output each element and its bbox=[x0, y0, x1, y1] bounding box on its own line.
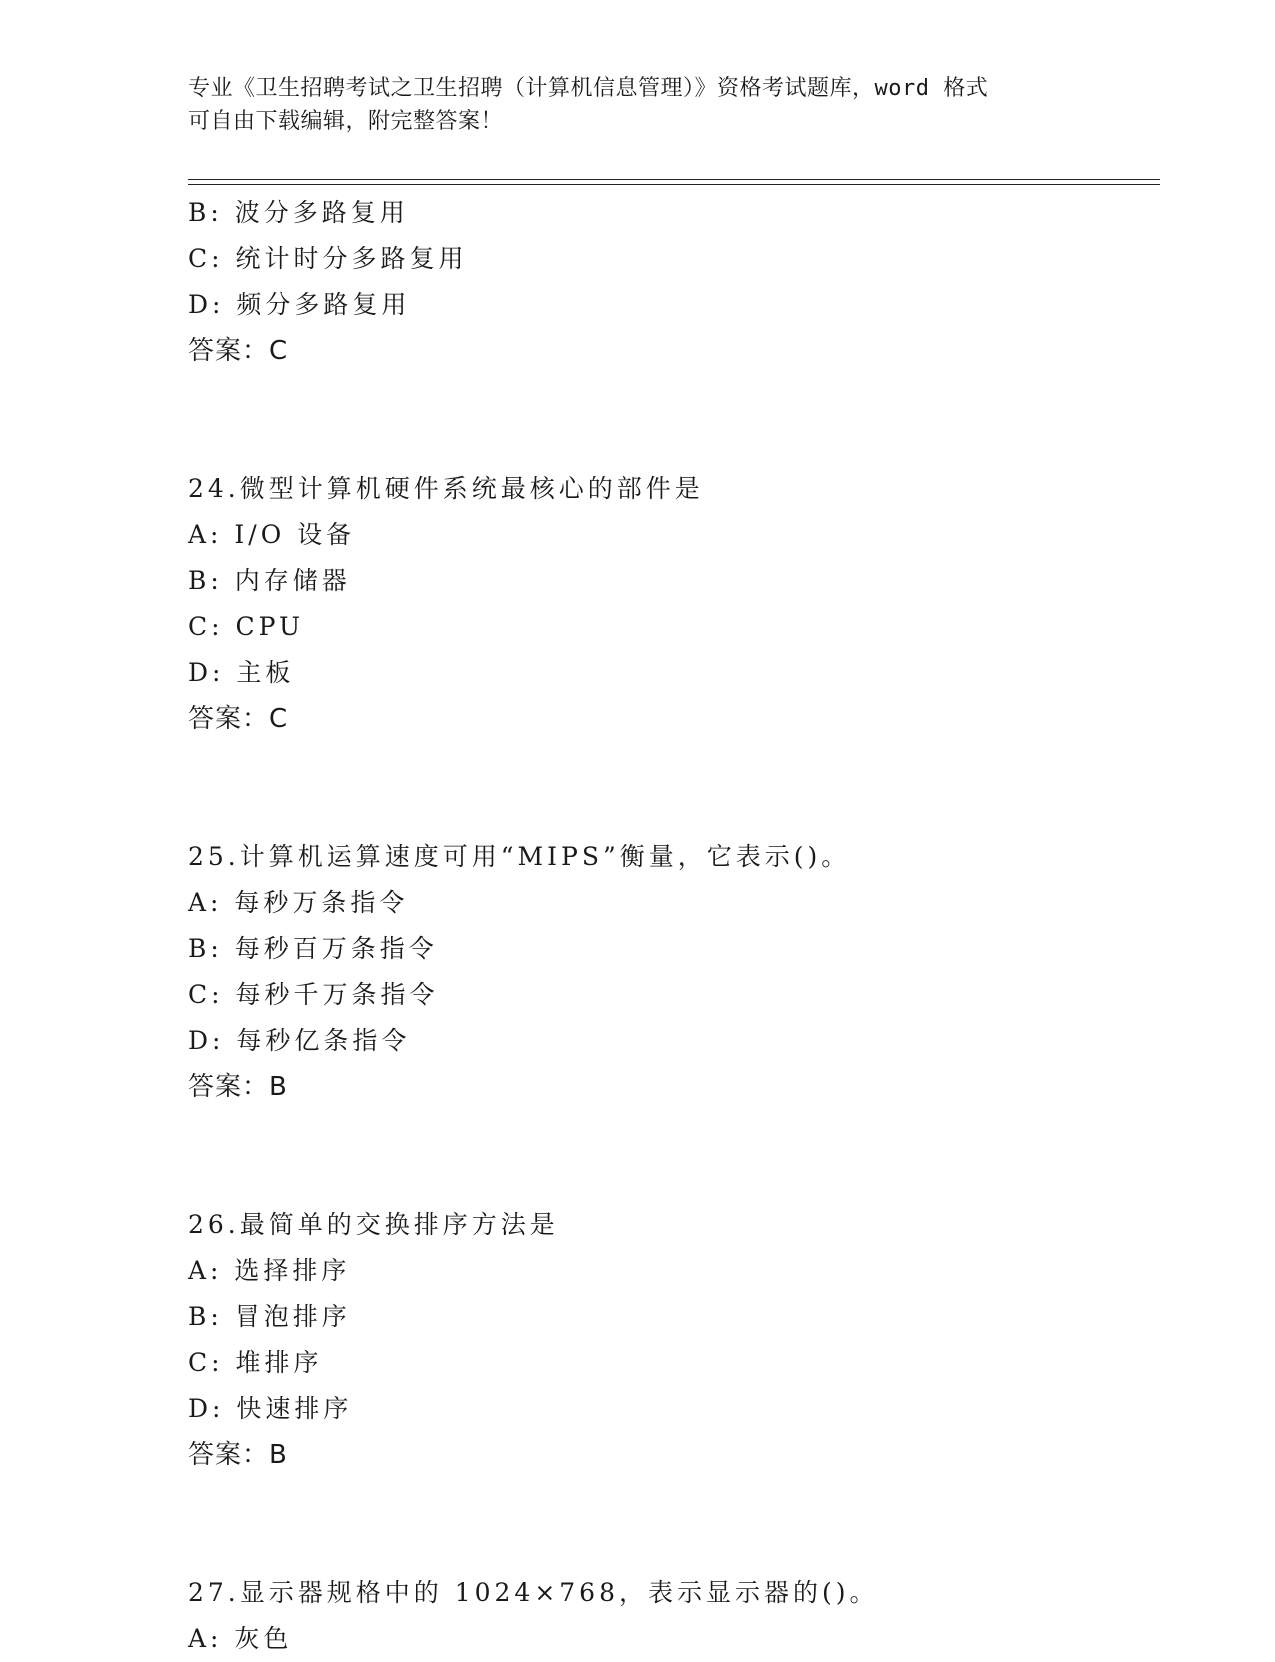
answer-line: 答案：B bbox=[188, 1072, 288, 1102]
spacer bbox=[188, 1110, 1188, 1202]
question-list bbox=[188, 190, 1188, 1662]
option-b: B: 每秒百万条指令 bbox=[188, 934, 438, 963]
option-c: C: 每秒千万条指令 bbox=[188, 980, 439, 1009]
question-block-23 bbox=[188, 190, 1188, 374]
question-block-25 bbox=[188, 834, 1188, 1110]
question-block-26 bbox=[188, 1202, 1188, 1478]
spacer bbox=[188, 742, 1188, 834]
option-a: A: 灰色 bbox=[188, 1624, 293, 1653]
option-a: A: 每秒万条指令 bbox=[188, 888, 409, 917]
option-d: D: 频分多路复用 bbox=[188, 290, 411, 319]
option-d: D: 每秒亿条指令 bbox=[188, 1026, 411, 1055]
option-d: D: 主板 bbox=[188, 658, 295, 687]
question-text: 27.显示器规格中的 1024×768，表示显示器的()。 bbox=[188, 1578, 879, 1607]
spacer bbox=[188, 1478, 1188, 1570]
option-a: A: 选择排序 bbox=[188, 1256, 351, 1285]
document-header bbox=[188, 72, 1088, 138]
option-b: B: 冒泡排序 bbox=[188, 1302, 351, 1331]
question-text: 25.计算机运算速度可用“MIPS”衡量，它表示()。 bbox=[188, 842, 851, 871]
header-line-1: 专业《卫生招聘考试之卫生招聘（计算机信息管理）》资格考试题库，word 格式 bbox=[188, 76, 989, 101]
answer-line: 答案：C bbox=[188, 704, 289, 734]
header-divider-bottom bbox=[188, 184, 1160, 185]
option-c: C: CPU bbox=[188, 612, 305, 641]
header-divider-top bbox=[188, 179, 1160, 180]
option-b: B: 内存储器 bbox=[188, 566, 351, 595]
option-d: D: 快速排序 bbox=[188, 1394, 353, 1423]
question-block-27 bbox=[188, 1570, 1188, 1662]
spacer bbox=[188, 374, 1188, 466]
question-text: 26.最简单的交换排序方法是 bbox=[188, 1210, 559, 1239]
answer-line: 答案：B bbox=[188, 1440, 288, 1470]
question-block-24 bbox=[188, 466, 1188, 742]
option-c: C: 统计时分多路复用 bbox=[188, 244, 468, 273]
option-a: A: I/O 设备 bbox=[188, 520, 356, 549]
question-text: 24.微型计算机硬件系统最核心的部件是 bbox=[188, 474, 704, 503]
option-c: C: 堆排序 bbox=[188, 1348, 323, 1377]
option-b: B: 波分多路复用 bbox=[188, 198, 409, 227]
header-line-2: 可自由下载编辑，附完整答案！ bbox=[188, 109, 504, 134]
answer-line: 答案：C bbox=[188, 336, 289, 366]
